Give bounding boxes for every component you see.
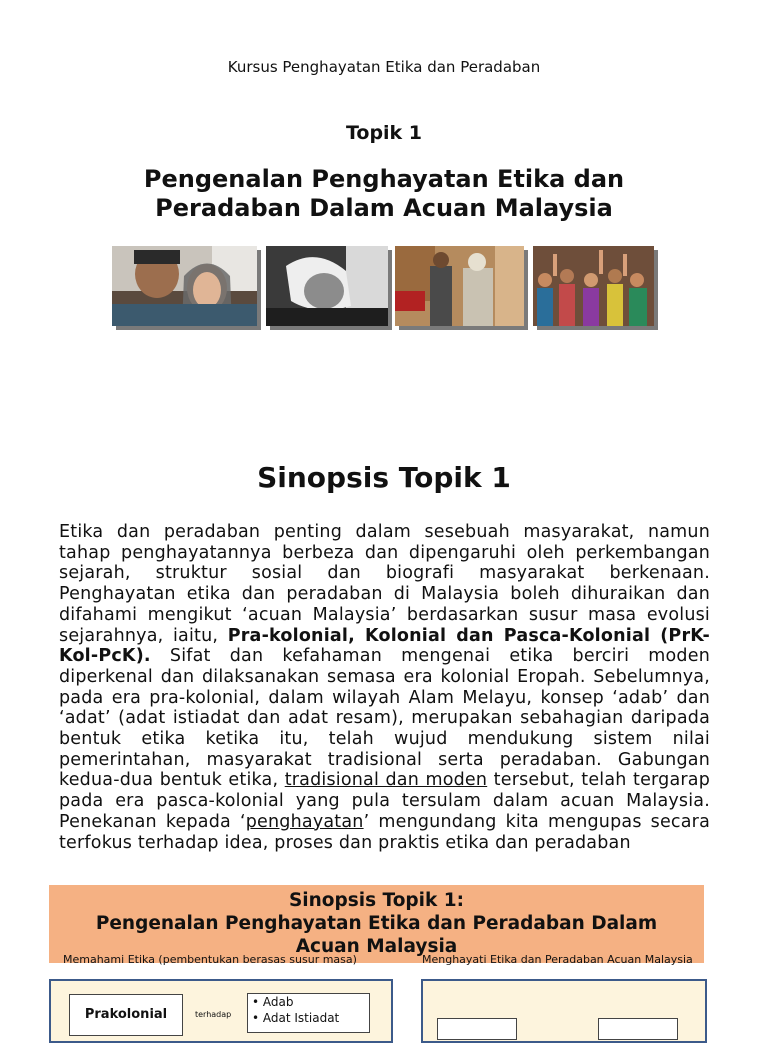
synopsis-era-bold: Pra-kolonial, Kolonial dan Pasca-Kolonial (PrK-Kol-PcK). xyxy=(59,625,710,667)
adab-list-box xyxy=(247,993,370,1033)
diagram-left-label: Memahami Etika (pembentukan berasas susur masa) xyxy=(63,953,357,966)
photo-family xyxy=(112,246,257,326)
synopsis-underline-1: tradisional dan moden xyxy=(284,770,488,791)
right-diagram-box xyxy=(598,1018,678,1040)
synopsis-text-3: tersebut, telah tergarap pada era pasca-kolonial yang pula tersulam dalam acuan Malaysia. Penekanan kepada ‘ xyxy=(59,770,710,832)
banner-line-1: Sinopsis Topik 1: xyxy=(288,890,465,911)
diagram-right-label: Menghayati Etika dan Peradaban Acuan Malaysia xyxy=(422,953,693,966)
synopsis-text-1: Etika dan peradaban penting dalam sesebuah masyarakat, namun tahap penghayatannya berbeza dan dipengaruhi oleh perkembangan sejarah, struktur sosial dan biografi masyarakat berkenaan. Penghayatan etika dan peradaban di Malaysia boleh dihuraikan dan difahami mengikut ‘acuan Malaysia’ berdasarkan susur masa evolusi sejarahnya, iaitu, xyxy=(59,522,710,646)
banner-line-3: Acuan Malaysia xyxy=(295,936,458,957)
right-diagram-box xyxy=(437,1018,517,1040)
synopsis-heading: Sinopsis Topik 1 xyxy=(257,461,511,494)
course-title: Kursus Penghayatan Etika dan Peradaban xyxy=(227,58,541,76)
synopsis-banner xyxy=(49,885,704,963)
title-line-2: Peradaban Dalam Acuan Malaysia xyxy=(155,194,613,222)
photo-crowd xyxy=(533,246,654,326)
prakolonial-box: Prakolonial xyxy=(69,994,183,1036)
synopsis-underline-2: penghayatan xyxy=(245,811,364,832)
photo-handshake xyxy=(395,246,524,326)
synopsis-body xyxy=(59,522,710,865)
page-title xyxy=(0,165,768,223)
title-line-1: Pengenalan Penghayatan Etika dan xyxy=(143,165,625,193)
list-item: • Adat Istiadat xyxy=(252,1011,340,1025)
list-item: • Adab xyxy=(252,995,294,1009)
connector-label: terhadap xyxy=(195,1010,232,1019)
synopsis-text-4: ’ mengundang kita mengupas secara terfokus terhadap idea, proses dan praktis etika dan peradaban xyxy=(59,811,710,853)
banner-line-2: Pengenalan Penghayatan Etika dan Peradaban Dalam xyxy=(95,913,658,934)
photo-elderly-woman xyxy=(266,246,388,326)
synopsis-text-2: Sifat dan kefahaman mengenai etika berciri moden diperkenal dan dilaksanakan semasa era kolonial Eropah. Sebelumnya, pada era pra-kolonial, dalam wilayah Alam Melayu, konsep ‘adab’ dan ‘adat’ (adat istiadat dan adat resam), merupakan sebahagian daripada bentuk etika ketika itu, telah wujud mendukung sistem nilai pemerintahan, masyarakat tradisional serta peradaban. Gabungan kedua-dua bentuk etika, xyxy=(59,646,710,791)
topic-number: Topik 1 xyxy=(345,122,423,144)
